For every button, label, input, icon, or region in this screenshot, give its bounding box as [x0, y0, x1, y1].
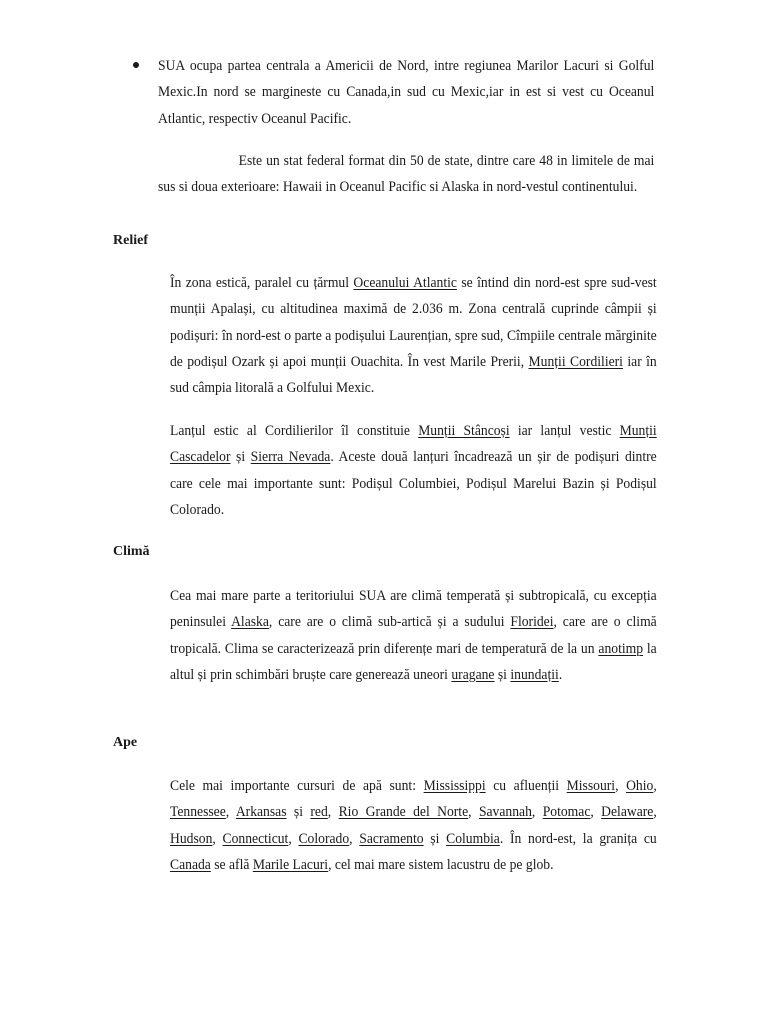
link-missouri[interactable]: Missouri [566, 778, 616, 794]
text: cu afluenții [485, 778, 567, 794]
text: se întind din nord-est spre sud-vest munții Apalași, cu altitudinea maximă de 2.036 m. Zona centrală cuprinde câmpii și podișuri: în nord-est o parte a podișului Laurențian, spre sud, Cîmpiile centrale mărginite de podișul Ozark și apoi munții Ouachita. În vest Marile Prerii, [170, 275, 657, 370]
text: și [494, 666, 511, 683]
link-muntii-stancosi[interactable]: Munții Stâncoși [418, 423, 510, 439]
text: , care are o climă tropicală. Clima se caracterizează prin diferențe mari de temperatură de la un [170, 614, 657, 657]
text: , [468, 804, 479, 821]
link-arkansas[interactable]: Arkansas [235, 804, 287, 821]
text: . În nord-est, la granița cu [499, 830, 657, 847]
link-inundatii[interactable]: inundații [510, 666, 559, 683]
link-marile-lacuri[interactable]: Marile Lacuri [252, 856, 329, 873]
text: , [349, 830, 360, 847]
text: , care are o climă sub-artică și a sudului [268, 614, 511, 631]
intro-federal-paragraph: Este un stat federal format din 50 de state, dintre care 48 in limitele de mai sus si doua exterioare: Hawaii in Oceanul Pacific si Alaska in nord-vestul continentului. [158, 153, 655, 196]
link-mississippi[interactable]: Mississippi [423, 778, 486, 794]
relief-paragraph-1 [170, 270, 657, 401]
text: se află [210, 856, 253, 873]
link-tennessee[interactable]: Tennessee [170, 804, 226, 821]
text: , [653, 804, 657, 821]
link-canada[interactable]: Canada [170, 856, 211, 873]
link-rio-grande-del-norte[interactable]: Rio Grande del Norte [338, 804, 469, 821]
text: la altul și prin schimbări bruște care generează uneori [170, 640, 657, 683]
text: iar în sud câmpia litorală a Golfului Mexic. [170, 353, 657, 397]
link-colorado[interactable]: Colorado [298, 830, 350, 847]
link-connecticut[interactable]: Connecticut [222, 830, 289, 847]
link-muntii-cordilieri[interactable]: Munții Cordilieri [528, 353, 623, 370]
link-delaware[interactable]: Delaware [601, 804, 654, 821]
text: , cel mai mare sistem lacustru de pe glob. [328, 856, 554, 873]
link-uragane[interactable]: uragane [451, 666, 495, 683]
text: . [558, 666, 563, 683]
text: și [423, 830, 447, 847]
link-hudson[interactable]: Hudson [170, 830, 213, 847]
text: iar lanțul vestic [509, 423, 620, 439]
link-sacramento[interactable]: Sacramento [359, 830, 424, 847]
intro-bullet-paragraph: SUA ocupa partea centrala a Americii de Nord, intre regiunea Marilor Lacuri si Golful Mexic.In nord se margineste cu Canada,in sud cu Mexic,iar in est si vest cu Oceanul Atlantic, respectiv Oceanul Pacific. [158, 58, 655, 127]
text: și [230, 449, 251, 466]
text: , [212, 830, 223, 847]
text: , [531, 804, 543, 821]
text: , [288, 830, 299, 847]
ape-paragraph [170, 773, 657, 878]
section-heading-clima: Climă [113, 544, 150, 559]
link-ohio[interactable]: Ohio [626, 778, 654, 794]
text: Cele mai importante cursuri de apă sunt: [170, 778, 424, 794]
link-floridei[interactable]: Floridei [510, 614, 554, 631]
bullet-icon [133, 62, 139, 68]
section-heading-ape: Ape [113, 735, 138, 750]
link-alaska[interactable]: Alaska [231, 614, 269, 631]
relief-paragraph-2 [170, 418, 657, 523]
text: În zona estică, paralel cu țărmul [170, 275, 354, 291]
link-anotimp[interactable]: anotimp [598, 640, 644, 657]
link-muntii-cascadelor[interactable]: Munții Cascadelor [170, 423, 657, 466]
text: , [225, 804, 236, 821]
text: și [286, 804, 311, 821]
link-red[interactable]: red [310, 804, 328, 821]
link-savannah[interactable]: Savannah [478, 804, 532, 821]
text: Cea mai mare parte a teritoriului SUA are climă temperată și subtropicală, cu excepția peninsulei [170, 588, 657, 631]
section-heading-relief: Relief [113, 233, 148, 248]
text: , [590, 804, 602, 821]
link-columbia[interactable]: Columbia [446, 830, 500, 847]
text: , [653, 778, 657, 794]
link-oceanului-atlantic[interactable]: Oceanului Atlantic [353, 275, 457, 291]
link-sierra-nevada[interactable]: Sierra Nevada [250, 449, 331, 466]
clima-paragraph [170, 583, 657, 688]
text: . Aceste două lanțuri încadrează un șir de podișuri dintre care cele mai importante sunt: Podișul Columbiei, Podișul Marelui Bazin și Podișul Colorado. [170, 449, 657, 518]
text: , [327, 804, 339, 821]
text: , [615, 778, 627, 794]
link-potomac[interactable]: Potomac [542, 804, 591, 821]
text: Lanțul estic al Cordilierilor îl constituie [170, 423, 419, 439]
